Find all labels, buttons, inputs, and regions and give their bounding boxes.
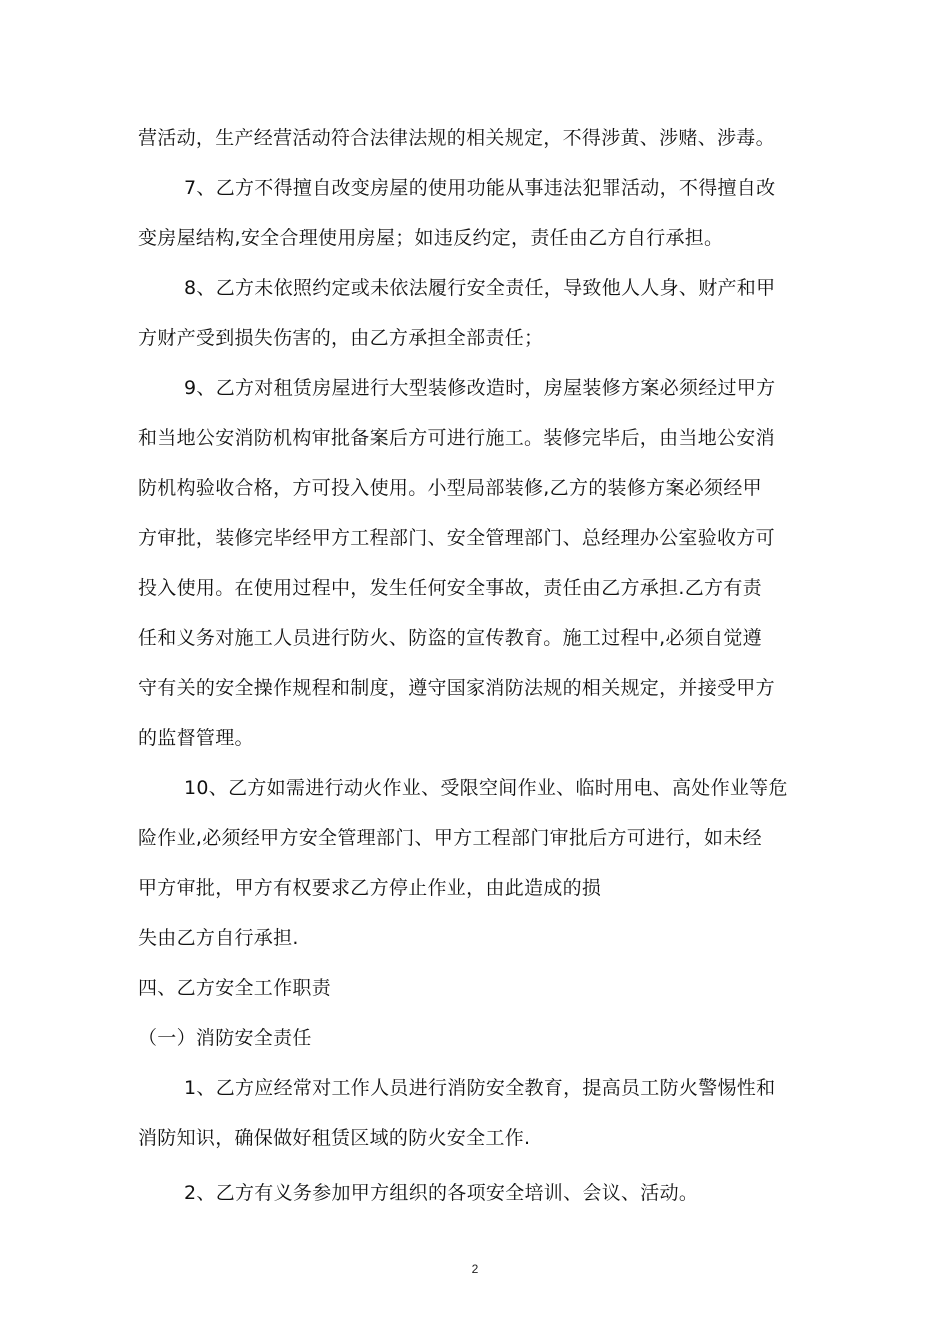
text-line: 守有关的安全操作规程和制度，遵守国家消防法规的相关规定，并接受甲方: [138, 677, 775, 699]
text-line: 2、乙方有义务参加甲方组织的各项安全培训、会议、活动。: [184, 1182, 699, 1204]
text-line: 8、乙方未依照约定或未依法履行安全责任，导致他人人身、财产和甲: [184, 277, 776, 299]
text-line: 失由乙方自行承担.: [138, 927, 299, 949]
text-line: 防机构验收合格，方可投入使用。小型局部装修,乙方的装修方案必须经甲: [138, 477, 762, 499]
text-line: 的监督管理。: [138, 727, 254, 749]
text-line: 方财产受到损失伤害的，由乙方承担全部责任；: [138, 327, 544, 349]
text-line: 方审批，装修完毕经甲方工程部门、安全管理部门、总经理办公室验收方可: [138, 527, 775, 549]
text-line: 1、乙方应经常对工作人员进行消防安全教育，提高员工防火警惕性和: [184, 1077, 776, 1099]
page-number: 2: [471, 1262, 479, 1276]
text-line: 9、乙方对租赁房屋进行大型装修改造时，房屋装修方案必须经过甲方: [184, 377, 776, 399]
text-line: 任和义务对施工人员进行防火、防盗的宣传教育。施工过程中,必须自觉遵: [138, 627, 762, 649]
text-line: 10、乙方如需进行动火作业、受限空间作业、临时用电、高处作业等危: [184, 777, 788, 799]
text-line: 投入使用。在使用过程中，发生任何安全事故，责任由乙方承担.乙方有责: [138, 577, 762, 599]
text-line: 和当地公安消防机构审批备案后方可进行施工。装修完毕后，由当地公安消: [138, 427, 775, 449]
text-line: 消防知识，确保做好租赁区域的防火安全工作.: [138, 1127, 531, 1149]
text-line: 7、乙方不得擅自改变房屋的使用功能从事违法犯罪活动，不得擅自改: [184, 177, 776, 199]
text-line: 险作业,必须经甲方安全管理部门、甲方工程部门审批后方可进行，如未经: [138, 827, 762, 849]
text-line: 甲方审批，甲方有权要求乙方停止作业，由此造成的损: [138, 877, 602, 899]
section-heading: 四、乙方安全工作职责: [138, 977, 332, 999]
subsection-heading: （一）消防安全责任: [138, 1027, 312, 1049]
text-line: 营活动，生产经营活动符合法律法规的相关规定，不得涉黄、涉赌、涉毒。: [138, 127, 775, 149]
text-line: 变房屋结构,安全合理使用房屋；如违反约定，责任由乙方自行承担。: [138, 227, 724, 249]
